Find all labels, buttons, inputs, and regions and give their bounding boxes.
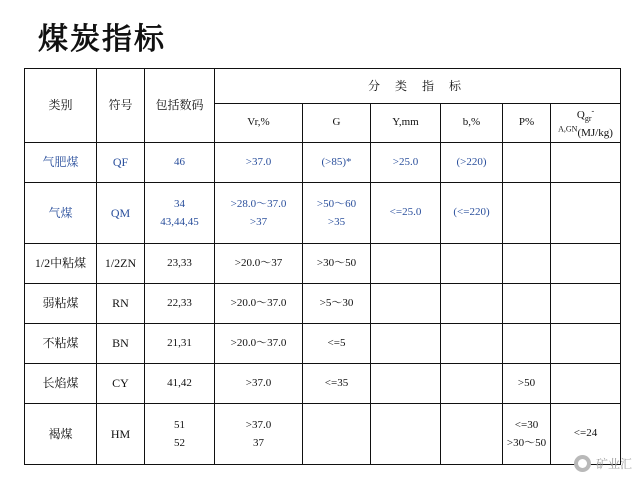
cell-vr-line: >37.0 [245, 418, 272, 431]
cell-q [551, 324, 621, 364]
table-row [25, 143, 621, 183]
cell-symbol: 1/2ZN [97, 244, 145, 284]
cell-category: 不粘煤 [25, 324, 97, 364]
coal-index-table [24, 68, 621, 465]
cell-p-line: <=30 [514, 418, 539, 431]
cell-vr [215, 183, 303, 244]
column-header-vr: Vr,% [215, 104, 303, 143]
cell-y [371, 404, 441, 465]
cell-codes-line: 34 [174, 197, 185, 210]
cell-category: 1/2中粘煤 [25, 244, 97, 284]
cell-p-line: >30～50 [506, 437, 547, 450]
cell-vr-line: >37 [249, 216, 268, 229]
cell-vr: >20.0～37.0 [215, 324, 303, 364]
cell-symbol: HM [97, 404, 145, 465]
cell-q [551, 244, 621, 284]
column-header-q-text: $Q_{gr}^{-A,GN}(MJ/kg)$ [558, 106, 613, 139]
cell-q [551, 143, 621, 183]
cell-q [551, 183, 621, 244]
cell-symbol: RN [97, 284, 145, 324]
column-header-y: Y,mm [371, 104, 441, 143]
cell-codes [145, 404, 215, 465]
cell-g-line: >50～60 [316, 197, 357, 210]
cell-b [441, 364, 503, 404]
cell-category: 弱粘煤 [25, 284, 97, 324]
circle-logo-icon [574, 455, 591, 472]
table-row [25, 324, 621, 364]
cell-codes: 21,31 [145, 324, 215, 364]
cell-b [441, 244, 503, 284]
cell-p: >50 [503, 364, 551, 404]
column-header-group-classification: 分 类 指 标 [215, 69, 621, 104]
cell-g [303, 404, 371, 465]
column-header-codes: 包括数码 [145, 69, 215, 143]
cell-vr-line: 37 [253, 437, 264, 450]
cell-y [371, 284, 441, 324]
cell-b [441, 324, 503, 364]
column-header-symbol: 符号 [97, 69, 145, 143]
cell-p [503, 404, 551, 465]
table-body [25, 143, 621, 465]
cell-symbol: CY [97, 364, 145, 404]
column-header-g: G [303, 104, 371, 143]
cell-b [441, 284, 503, 324]
cell-category: 气煤 [25, 183, 97, 244]
cell-symbol: QF [97, 143, 145, 183]
cell-y [371, 364, 441, 404]
cell-symbol: QM [97, 183, 145, 244]
cell-codes: 46 [145, 143, 215, 183]
cell-vr: >37.0 [215, 364, 303, 404]
cell-q [551, 364, 621, 404]
column-header-b: b,% [441, 104, 503, 143]
cell-category: 长焰煤 [25, 364, 97, 404]
cell-y [371, 324, 441, 364]
cell-codes-line: 43,44,45 [160, 216, 199, 229]
column-header-q [551, 104, 621, 143]
table-row [25, 404, 621, 465]
cell-p [503, 324, 551, 364]
cell-symbol: BN [97, 324, 145, 364]
cell-vr: >20.0～37.0 [215, 284, 303, 324]
cell-g-line: >35 [327, 216, 346, 229]
table-header-row-top [25, 69, 621, 104]
cell-codes: 41,42 [145, 364, 215, 404]
table-row [25, 244, 621, 284]
cell-b: (>220) [441, 143, 503, 183]
table-row [25, 183, 621, 244]
cell-vr: >20.0～37 [215, 244, 303, 284]
table-row [25, 364, 621, 404]
cell-codes [145, 183, 215, 244]
cell-y: >25.0 [371, 143, 441, 183]
cell-g: >30～50 [303, 244, 371, 284]
cell-codes-line: 52 [174, 437, 185, 450]
watermark [574, 455, 632, 472]
cell-category: 气肥煤 [25, 143, 97, 183]
cell-g [303, 183, 371, 244]
cell-codes: 23,33 [145, 244, 215, 284]
cell-g: <=35 [303, 364, 371, 404]
cell-vr-line: >28.0～37.0 [230, 197, 287, 210]
cell-g: <=5 [303, 324, 371, 364]
watermark-label: 矿业汇 [595, 457, 632, 471]
cell-p [503, 183, 551, 244]
column-header-category: 类别 [25, 69, 97, 143]
cell-vr: >37.0 [215, 143, 303, 183]
cell-g: >5～30 [303, 284, 371, 324]
cell-vr [215, 404, 303, 465]
cell-codes-line: 51 [174, 418, 185, 431]
cell-codes: 22,33 [145, 284, 215, 324]
cell-g: (>85)* [303, 143, 371, 183]
cell-b: (<=220) [441, 183, 503, 244]
cell-p [503, 244, 551, 284]
table-row [25, 284, 621, 324]
column-header-p: P% [503, 104, 551, 143]
cell-y: <=25.0 [371, 183, 441, 244]
cell-category: 褐煤 [25, 404, 97, 465]
cell-q [551, 284, 621, 324]
cell-p [503, 143, 551, 183]
cell-p [503, 284, 551, 324]
page-title: 煤炭指标 [38, 23, 166, 56]
coal-index-table-wrapper [24, 68, 620, 465]
cell-y [371, 244, 441, 284]
cell-b [441, 404, 503, 465]
cell-q: <=24 [551, 404, 621, 465]
